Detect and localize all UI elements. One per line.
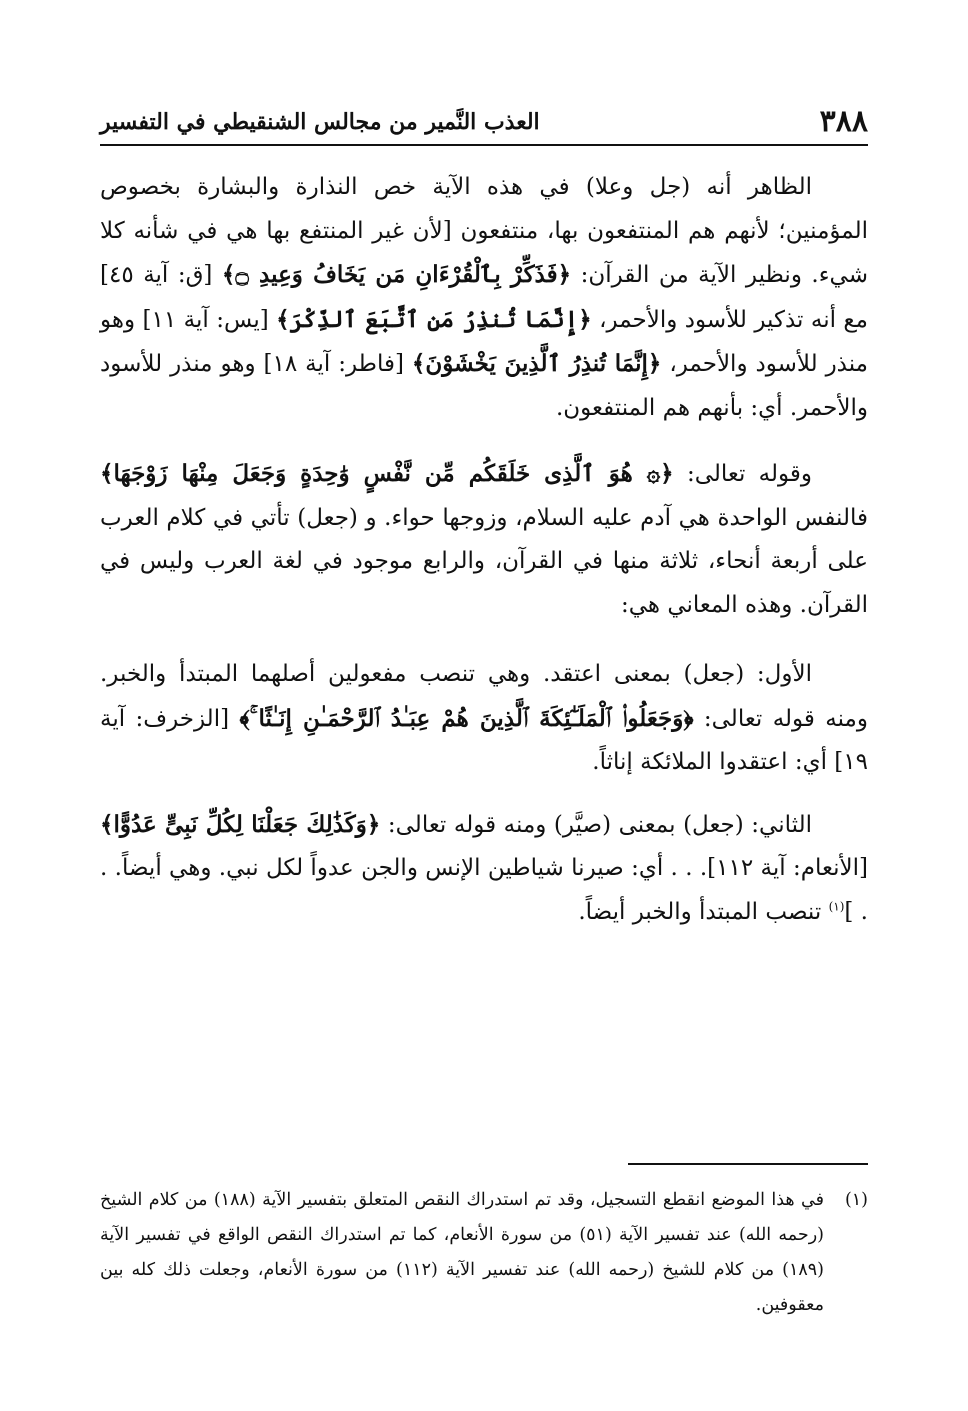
footnote-text: في هذا الموضع انقطع التسجيل، وقد تم استدراك النقص المتعلق بتفسير الآية (١٨٨) من كلام الشيخ (رحمه الله) عند تفسير الآية (٥١) من سورة الأنعام، كما تم استدراك النقص الواقع في تفسير الآية (١٨٩) من كلام للشيخ (رحمه الله) عند تفسير الآية (١١٢) من سورة الأنعام، وجعلت ذلك كله بين معقوفين. xyxy=(100,1190,824,1315)
text-run: الظاهر أنه (جل وعلا) في هذه الآية خص النذارة والبشارة بخصوص المؤمنين؛ لأنهم هم المنتفعون بها، منتفعون [لأن غير المنتفع بها هي في شأنه كلا شيء. ونظير الآية من القرآن: xyxy=(100,174,868,288)
text-run: [ق: آية ٤٥] مع أنه تذكير للأسود والأحمر، xyxy=(100,262,868,333)
page-number: ٣٨٨ xyxy=(819,104,868,139)
footnote-marker: (١) xyxy=(844,1190,868,1210)
text-run: [فاطر: آية ١٨] وهو منذر للأسود والأحمر. أي: بأنهم هم المنتفعون. xyxy=(100,351,868,421)
footnote-reference[interactable]: (١) xyxy=(828,898,845,913)
paragraph-2 xyxy=(100,452,868,627)
text-run: الأول: (جعل) بمعنى اعتقد. وهي تنصب مفعولين أصلهما المبتدأ والخبر. ومنه قوله تعالى: xyxy=(100,661,868,732)
header-rule xyxy=(100,144,868,146)
text-run: تنصب المبتدأ والخبر أيضاً. xyxy=(578,898,829,925)
text-run: [يس: آية ١١] وهو منذر للأسود والأحمر، xyxy=(100,306,869,377)
footnote xyxy=(100,1183,868,1323)
quran-verse: ﴿إِنَّمَا تُنذِرُ مَنِ ٱتَّبَعَ ٱلذِّكْرَ﴾ xyxy=(276,305,592,333)
paragraph-3 xyxy=(100,653,868,785)
paragraph-1 xyxy=(100,166,868,430)
text-run: وقوله تعالى: xyxy=(673,461,812,487)
quran-verse: ﴿فَذَكِّرْ بِٱلْقُرْءَانِ مَن يَخَافُ وَعِيدِ ۝﴾ xyxy=(221,261,572,288)
text-run: [الأنعام: آية ١١٢]. . . أي: صيرنا شياطين الإنس والجن عدواً لكل نبي. وهي أيضاً. . . ] xyxy=(100,855,868,925)
quran-verse: ﴿وَكَذَٰلِكَ جَعَلْنَا لِكُلِّ نَبِىٍّ عَدُوًّا﴾ xyxy=(100,810,381,838)
quran-verse: ﴿وَجَعَلُوا۟ ٱلْمَلَـٰٓئِكَةَ ٱلَّذِينَ هُمْ عِبَـٰدُ ٱلرَّحْمَـٰنِ إِنَـٰثًا ۚ﴾ xyxy=(239,704,694,732)
footnote-rule xyxy=(628,1163,868,1165)
text-run: [الزخرف: آية ١٩] أي: اعتقدوا الملائكة إناثاً. xyxy=(100,705,868,775)
body-text xyxy=(100,166,868,934)
paragraph-4 xyxy=(100,803,868,935)
quran-verse: ﴿إِنَّمَا تُنذِرُ ٱلَّذِينَ يَخْشَوْنَ﴾ xyxy=(411,350,662,377)
running-title: العذب النَّمير من مجالس الشنقيطي في التفسير xyxy=(100,109,540,135)
page-header xyxy=(100,96,868,140)
text-run: فالنفس الواحدة هي آدم عليه السلام، وزوجها حواء. و (جعل) تأتي في كلام العرب على أربعة أنحاء، ثلاثة منها في القرآن، والرابع موجود في لغة العرب وليس في القرآن. وهذه المعاني هي: xyxy=(100,504,868,618)
quran-verse: ﴿۞ هُوَ ٱلَّذِى خَلَقَكُم مِّن نَّفْسٍ وَٰحِدَةٍ وَجَعَلَ مِنْهَا زَوْجَهَا﴾ xyxy=(100,460,674,487)
text-run: الثاني: (جعل) بمعنى (صيَّر) ومنه قوله تعالى: xyxy=(380,811,812,838)
